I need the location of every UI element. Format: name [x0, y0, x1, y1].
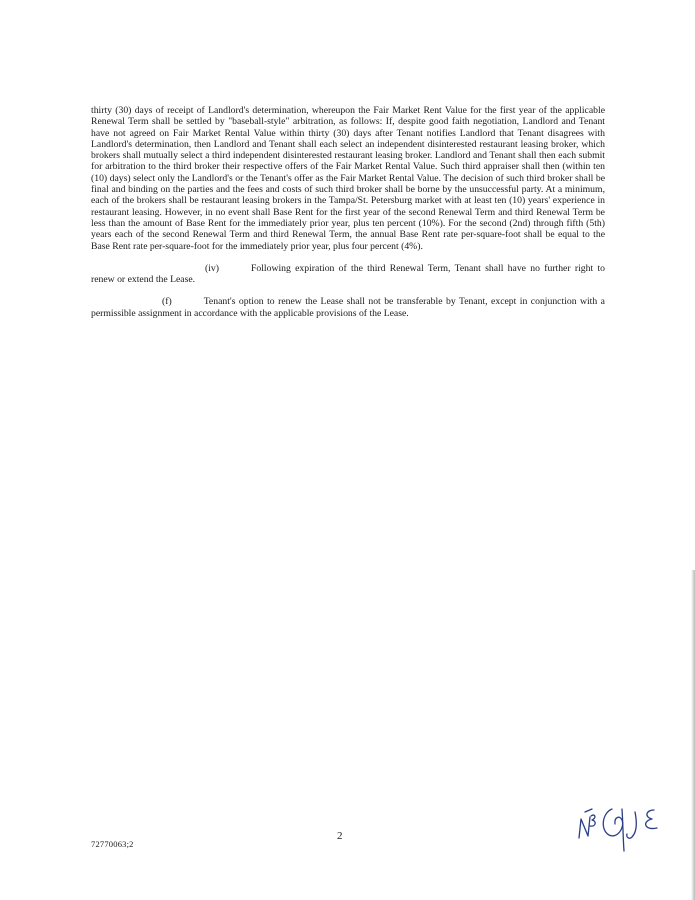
- document-body: [91, 105, 605, 319]
- item-iv-marker: (iv): [205, 262, 219, 274]
- scan-edge-shadow: [691, 570, 695, 900]
- item-f-marker: (f): [162, 296, 172, 308]
- paragraph-item-iv: [91, 263, 605, 286]
- handwritten-initials-signature: [574, 804, 674, 856]
- item-f-text: Tenant's option to renew the Lease shall not be transferable by Tenant, except in conjunction with a permissible assignment in accordance with the applicable provisions of the Lease.: [91, 296, 605, 319]
- item-iv-text: Following expiration of the third Renewal Term, Tenant shall have no further right to renew or extend the Lease.: [91, 262, 605, 286]
- paragraph-item-f: [91, 296, 605, 319]
- page-number: 2: [337, 830, 343, 842]
- document-id: 72770063;2: [91, 839, 134, 849]
- paragraph-continuation: thirty (30) days of receipt of Landlord's determination, whereupon the Fair Market Rent Value for the first year of the applicable Renewal Term shall be settled by "baseball-style" arbitration, as follows: If, despite good faith negotiation, Landlord and Tenant have not agreed on Fair Market Rental Value within thirty (30) days after Tenant notifies Landlord that Tenant disagrees with Landlord's determination, then Landlord and Tenant shall each select an independent disinterested restaurant leasing broker, which brokers shall mutually select a third independent disinterested restaurant leasing broker. Landlord and Tenant shall then each submit for arbitration to the third broker their respective offers of the Fair Market Rental Value. Such third appraiser shall then (within ten (10) days) select only the Landlord's or the Tenant's offer as the Fair Market Rental Value. The decision of such third broker shall be final and binding on the parties and the fees and costs of such third broker shall be borne by the unsuccessful party. At a minimum, each of the brokers shall be restaurant leasing brokers in the Tampa/St. Petersburg market with at least ten (10) years' experience in restaurant leasing. However, in no event shall Base Rent for the first year of the second Renewal Term and third Renewal Term be less than the amount of Base Rent for the immediately prior year, plus ten percent (10%). For the second (2nd) through fifth (5th) years each of the second Renewal Term and third Renewal Term, the annual Base Rent rate per-square-foot shall be equal to the Base Rent rate per-square-foot for the immediately prior year, plus four percent (4%).: [91, 105, 605, 252]
